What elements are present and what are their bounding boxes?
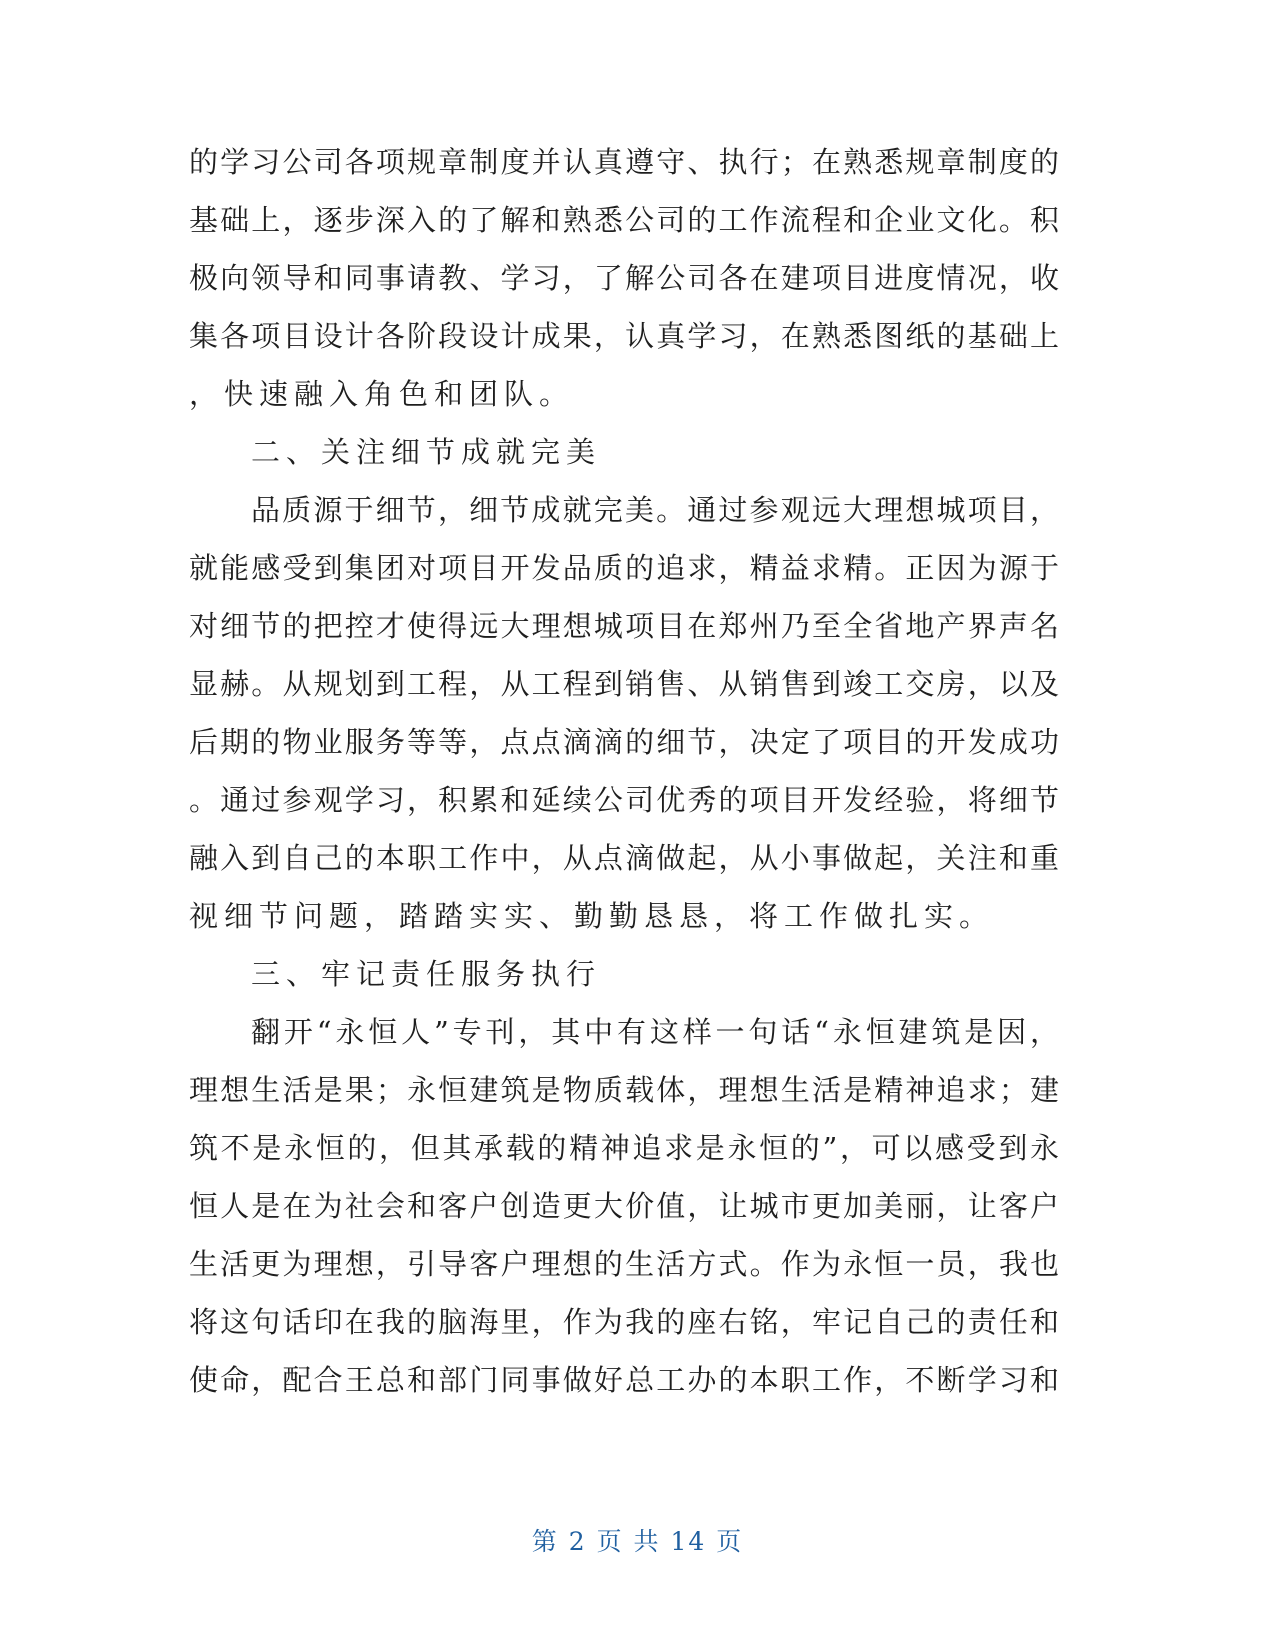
body-text-line: 视细节问题，踏踏实实、勤勤恳恳，将工作做扎实。 <box>189 899 995 933</box>
body-text-line: 。通过参观学习，积累和延续公司优秀的项目开发经验，将细节 <box>189 783 1059 817</box>
body-text-line: 显赫。从规划到工程，从工程到销售、从销售到竣工交房，以及 <box>189 667 1059 701</box>
body-text-line: ，快速融入角色和团队。 <box>189 377 575 411</box>
body-text-line: 使命，配合王总和部门同事做好总工办的本职工作，不断学习和 <box>189 1363 1059 1397</box>
body-text-line: 品质源于细节，细节成就完美。通过参观远大理想城项目， <box>251 493 1059 527</box>
body-text-line: 融入到自己的本职工作中，从点滴做起，从小事做起，关注和重 <box>189 841 1059 875</box>
body-text-line: 后期的物业服务等等，点点滴滴的细节，决定了项目的开发成功 <box>189 725 1059 759</box>
body-text-line: 恒人是在为社会和客户创造更大价值，让城市更加美丽，让客户 <box>189 1189 1059 1223</box>
body-text-line: 极向领导和同事请教、学习，了解公司各在建项目进度情况，收 <box>189 261 1059 295</box>
body-text-line: 基础上，逐步深入的了解和熟悉公司的工作流程和企业文化。积 <box>189 203 1059 237</box>
body-text-line: 的学习公司各项规章制度并认真遵守、执行；在熟悉规章制度的 <box>189 145 1059 179</box>
page-number-footer: 第 2 页 共 14 页 <box>531 1527 744 1556</box>
body-text-line: 就能感受到集团对项目开发品质的追求，精益求精。正因为源于 <box>189 551 1059 585</box>
body-text-line: 翻开“永恒人”专刊，其中有这样一句话“永恒建筑是因， <box>251 1015 1059 1049</box>
section-heading: 三、牢记责任服务执行 <box>251 957 602 991</box>
body-text-line: 筑不是永恒的，但其承载的精神追求是永恒的”，可以感受到永 <box>189 1131 1059 1165</box>
section-heading: 二、关注细节成就完美 <box>251 435 602 469</box>
body-text-line: 对细节的把控才使得远大理想城项目在郑州乃至全省地产界声名 <box>189 609 1059 643</box>
body-text-line: 将这句话印在我的脑海里，作为我的座右铭，牢记自己的责任和 <box>189 1305 1059 1339</box>
body-text-line: 理想生活是果；永恒建筑是物质载体，理想生活是精神追求；建 <box>189 1073 1059 1107</box>
body-text-line: 生活更为理想，引导客户理想的生活方式。作为永恒一员，我也 <box>189 1247 1059 1281</box>
body-text-line: 集各项目设计各阶段设计成果，认真学习，在熟悉图纸的基础上 <box>189 319 1059 353</box>
